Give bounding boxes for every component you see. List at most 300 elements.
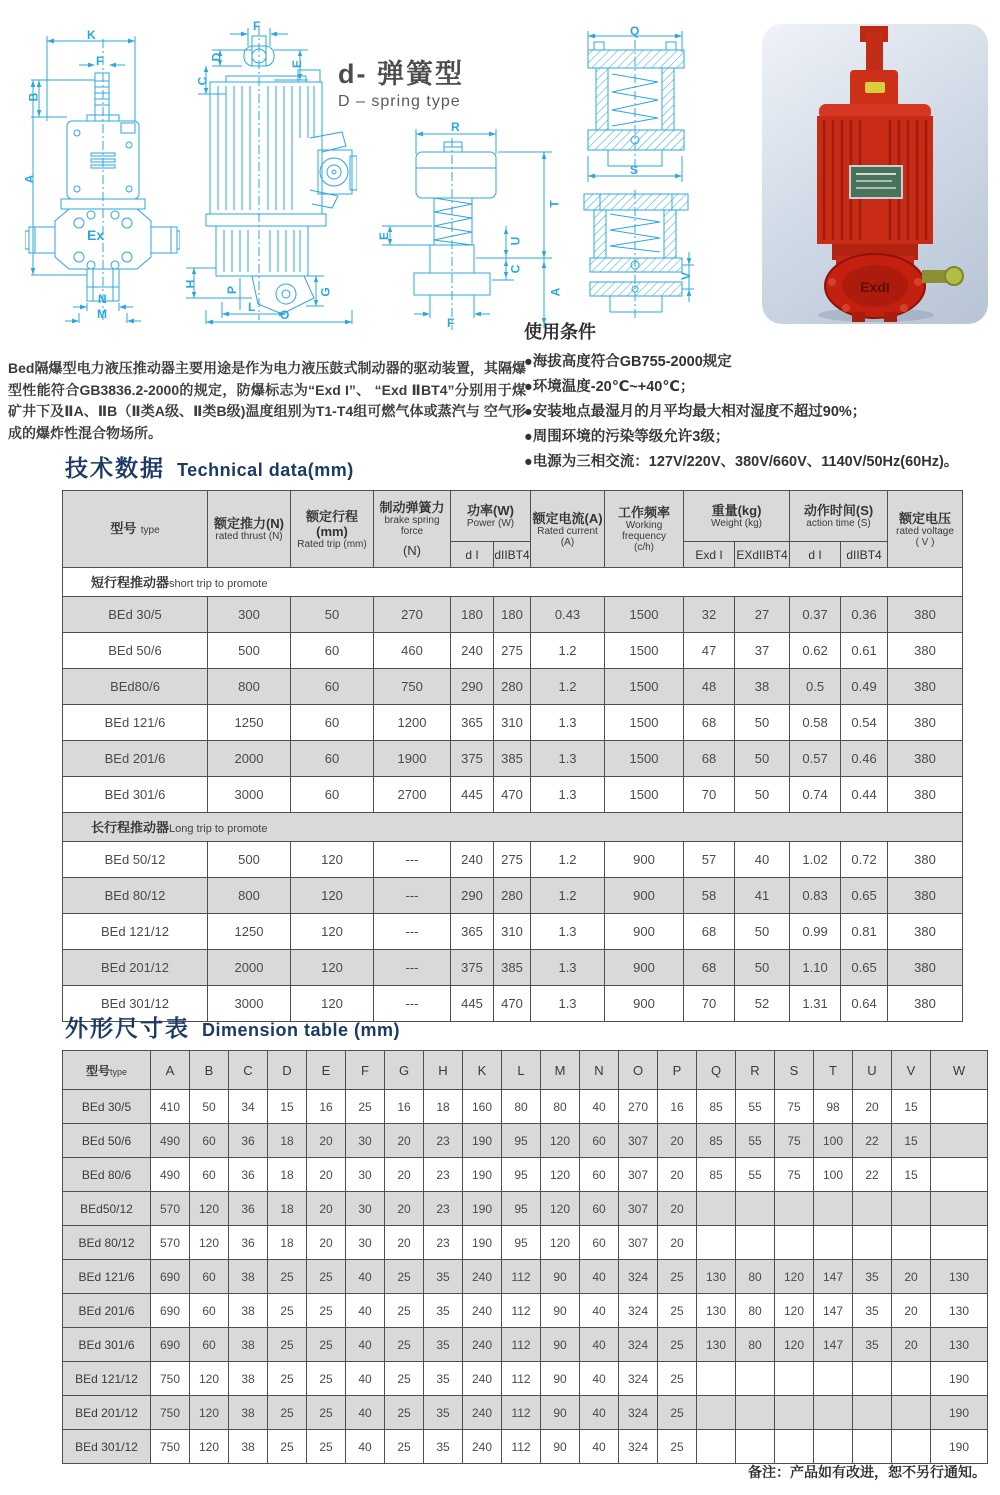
dim-value-cell: 130 [697, 1294, 736, 1328]
tech-value-cell: 37 [735, 633, 790, 669]
tech-model-cell: BEd 50/6 [63, 633, 208, 669]
tech-value-cell: 68 [684, 950, 735, 986]
dim-value-cell: 750 [151, 1430, 190, 1464]
dim-value-cell: 25 [658, 1328, 697, 1362]
dim-col-G: G [385, 1051, 424, 1090]
dim-value-cell [775, 1226, 814, 1260]
dim-value-cell: 30 [346, 1124, 385, 1158]
dim-value-cell [736, 1430, 775, 1464]
dim-value-cell: 35 [853, 1294, 892, 1328]
dim-value-cell [775, 1430, 814, 1464]
dim-value-cell: 570 [151, 1192, 190, 1226]
tech-value-cell: 2000 [208, 741, 291, 777]
dim-table-row [63, 1158, 988, 1192]
dim-value-cell: 112 [502, 1362, 541, 1396]
tech-table-row [63, 777, 963, 813]
dimension-heading [65, 1010, 400, 1043]
tech-section-banner: 短行程推动器short trip to promote [63, 568, 963, 597]
drawing-section [576, 24, 696, 329]
side-view-linework [182, 20, 357, 325]
dim-value-cell: 25 [307, 1362, 346, 1396]
tech-value-cell: 0.62 [790, 633, 841, 669]
dim-table-row [63, 1430, 988, 1464]
tech-value-cell: 365 [451, 914, 494, 950]
dim-value-cell: 190 [931, 1396, 988, 1430]
tech-value-cell: 38 [735, 669, 790, 705]
dim-table-row [63, 1090, 988, 1124]
tech-value-cell: 0.61 [841, 633, 888, 669]
dim-value-cell: 35 [853, 1328, 892, 1362]
dim-value-cell: 40 [346, 1260, 385, 1294]
dim-table-header [63, 1051, 988, 1090]
dim-value-cell: 190 [463, 1158, 502, 1192]
tech-value-cell: 380 [888, 986, 963, 1022]
dim-value-cell: 16 [385, 1090, 424, 1124]
dim-value-cell: 15 [268, 1090, 307, 1124]
tech-value-cell: 270 [374, 597, 451, 633]
tech-value-cell: 0.65 [841, 950, 888, 986]
col-frequency: 工作频率 Working frequency (c/h) [605, 491, 684, 568]
dim-value-cell: 120 [190, 1362, 229, 1396]
dim-model-cell: BEd 201/12 [63, 1396, 151, 1430]
tech-value-cell: 0.99 [790, 914, 841, 950]
dim-label-F: F [253, 19, 261, 33]
dim-value-cell: 75 [775, 1090, 814, 1124]
dim-value-cell: 55 [736, 1124, 775, 1158]
dim-value-cell: 23 [424, 1226, 463, 1260]
tech-model-cell: BEd 121/12 [63, 914, 208, 950]
dim-value-cell [814, 1192, 853, 1226]
tech-table-row [63, 597, 963, 633]
dim-value-cell [853, 1362, 892, 1396]
dim-value-cell: 35 [424, 1430, 463, 1464]
dim-value-cell: 240 [463, 1328, 502, 1362]
dim-table-row [63, 1192, 988, 1226]
dim-value-cell: 120 [190, 1430, 229, 1464]
svg-text:ExdI: ExdI [860, 279, 890, 295]
tech-value-cell: 275 [494, 633, 531, 669]
dim-value-cell: 25 [385, 1362, 424, 1396]
dim-value-cell: 20 [658, 1192, 697, 1226]
dim-value-cell: 25 [268, 1362, 307, 1396]
dim-value-cell: 18 [424, 1090, 463, 1124]
tech-value-cell: 1.10 [790, 950, 841, 986]
dim-value-cell [697, 1192, 736, 1226]
dim-value-cell: 80 [736, 1260, 775, 1294]
dim-model-cell: BEd 121/12 [63, 1362, 151, 1396]
dim-value-cell: 120 [190, 1396, 229, 1430]
tech-value-cell: 0.43 [531, 597, 605, 633]
dim-label-A: A [548, 287, 563, 297]
dim-col-A: A [151, 1051, 190, 1090]
tech-value-cell: 290 [451, 878, 494, 914]
dim-value-cell: 120 [541, 1124, 580, 1158]
dim-value-cell: 95 [502, 1192, 541, 1226]
tech-section-banner: 长行程推动器Long trip to promote [63, 813, 963, 842]
dim-value-cell: 112 [502, 1260, 541, 1294]
col-trip: 额定行程(mm) Rated trip (mm) [291, 491, 374, 568]
dim-model-cell: BEd 121/6 [63, 1260, 151, 1294]
dim-value-cell: 20 [307, 1192, 346, 1226]
tech-heading-cn: 技术数据 [65, 455, 165, 481]
tech-value-cell: 50 [735, 950, 790, 986]
tech-value-cell: 58 [684, 878, 735, 914]
dim-value-cell: 270 [619, 1090, 658, 1124]
tech-value-cell: 900 [605, 914, 684, 950]
tech-value-cell: 365 [451, 705, 494, 741]
dim-value-cell [775, 1192, 814, 1226]
dim-value-cell [892, 1430, 931, 1464]
dim-value-cell: 190 [463, 1124, 502, 1158]
col-weight-group: 重量(kg) Weight (kg) [684, 491, 790, 542]
dim-value-cell: 40 [580, 1260, 619, 1294]
tech-value-cell: 1500 [605, 777, 684, 813]
dim-value-cell [697, 1362, 736, 1396]
dim-label-E: E [377, 231, 392, 241]
dim-value-cell: 90 [541, 1328, 580, 1362]
tech-value-cell: 0.44 [841, 777, 888, 813]
tech-model-cell: BEd 301/6 [63, 777, 208, 813]
page-subtitle: D – spring type [338, 93, 461, 110]
dim-value-cell: 35 [424, 1294, 463, 1328]
tech-value-cell: 385 [494, 741, 531, 777]
dim-value-cell: 18 [268, 1226, 307, 1260]
dim-value-cell: 35 [424, 1260, 463, 1294]
tech-value-cell: 0.74 [790, 777, 841, 813]
dim-value-cell: 20 [892, 1328, 931, 1362]
dim-col-M: M [541, 1051, 580, 1090]
dim-label-O: O [280, 308, 290, 322]
dim-value-cell: 25 [385, 1328, 424, 1362]
dim-value-cell: 25 [385, 1294, 424, 1328]
tech-table-row [63, 842, 963, 878]
dim-value-cell: 18 [268, 1158, 307, 1192]
tech-value-cell: 1.3 [531, 705, 605, 741]
dim-value-cell: 23 [424, 1192, 463, 1226]
dim-value-cell: 20 [385, 1226, 424, 1260]
dim-value-cell: 490 [151, 1158, 190, 1192]
dim-value-cell: 85 [697, 1158, 736, 1192]
subcol-time-dI: d I [790, 542, 841, 568]
dim-value-cell: 120 [541, 1226, 580, 1260]
dim-value-cell: 40 [346, 1430, 385, 1464]
tech-value-cell: 1.3 [531, 950, 605, 986]
dim-value-cell: 240 [463, 1430, 502, 1464]
dim-value-cell: 30 [346, 1226, 385, 1260]
dim-value-cell: 690 [151, 1260, 190, 1294]
tech-value-cell: 380 [888, 597, 963, 633]
dim-value-cell: 20 [658, 1124, 697, 1158]
tech-value-cell: 1.3 [531, 741, 605, 777]
dim-value-cell: 18 [268, 1192, 307, 1226]
dim-value-cell: 190 [463, 1226, 502, 1260]
dim-value-cell [775, 1362, 814, 1396]
tech-value-cell: 1250 [208, 914, 291, 950]
dim-value-cell: 40 [580, 1090, 619, 1124]
dim-value-cell: 40 [346, 1328, 385, 1362]
dim-value-cell: 35 [853, 1260, 892, 1294]
col-power-group: 功率(W) Power (W) [451, 491, 531, 542]
spring-view-linework [372, 118, 572, 333]
tech-value-cell: 50 [735, 914, 790, 950]
tech-value-cell: 2000 [208, 950, 291, 986]
dim-value-cell: 112 [502, 1396, 541, 1430]
dim-value-cell: 85 [697, 1124, 736, 1158]
dim-value-cell: 25 [268, 1328, 307, 1362]
dim-value-cell: 120 [541, 1158, 580, 1192]
tech-table-header [63, 491, 963, 568]
tech-table-row [63, 705, 963, 741]
dim-value-cell: 307 [619, 1226, 658, 1260]
dim-table-row [63, 1226, 988, 1260]
tech-value-cell: 1.02 [790, 842, 841, 878]
product-photo [762, 24, 988, 324]
dim-value-cell: 410 [151, 1090, 190, 1124]
drawing-front [22, 25, 180, 325]
dim-value-cell: 22 [853, 1158, 892, 1192]
dim-value-cell: 307 [619, 1124, 658, 1158]
tech-table-row [63, 914, 963, 950]
dim-label-C: C [508, 264, 523, 274]
dim-label-C: C [195, 76, 210, 86]
dim-value-cell: 38 [229, 1396, 268, 1430]
tech-model-cell: BEd 301/12 [63, 986, 208, 1022]
dim-label-F: F [447, 316, 455, 330]
dim-value-cell: 147 [814, 1294, 853, 1328]
dim-value-cell: 25 [307, 1294, 346, 1328]
dim-value-cell: 25 [658, 1260, 697, 1294]
technical-data-table [62, 490, 963, 1022]
dimension-table [62, 1050, 988, 1464]
dim-value-cell [697, 1396, 736, 1430]
dim-value-cell: 324 [619, 1328, 658, 1362]
tech-value-cell: 900 [605, 950, 684, 986]
tech-value-cell: 60 [291, 777, 374, 813]
dim-label-R: R [451, 120, 460, 134]
tech-value-cell: 70 [684, 986, 735, 1022]
dim-value-cell: 15 [892, 1158, 931, 1192]
tech-value-cell: 500 [208, 842, 291, 878]
dim-table-row [63, 1362, 988, 1396]
dim-value-cell [814, 1396, 853, 1430]
tech-table-row [63, 633, 963, 669]
dim-col-H: H [424, 1051, 463, 1090]
dim-value-cell: 112 [502, 1294, 541, 1328]
dim-value-cell: 95 [502, 1124, 541, 1158]
tech-value-cell: 380 [888, 705, 963, 741]
dim-col-T: T [814, 1051, 853, 1090]
dim-value-cell [697, 1430, 736, 1464]
dim-col-P: P [658, 1051, 697, 1090]
tech-value-cell: 0.54 [841, 705, 888, 741]
dim-value-cell: 18 [268, 1124, 307, 1158]
tech-value-cell: 1.3 [531, 986, 605, 1022]
page-title: d- 弹簧型 [338, 59, 464, 89]
tech-model-cell: BEd80/6 [63, 669, 208, 705]
dim-value-cell: 130 [931, 1328, 988, 1362]
tech-value-cell: 375 [451, 741, 494, 777]
tech-model-cell: BEd 201/12 [63, 950, 208, 986]
tech-value-cell: 380 [888, 878, 963, 914]
dim-value-cell: 20 [385, 1158, 424, 1192]
intro-paragraph: Bed隔爆型电力液压推动器主要用途是作为电力液压鼓式制动器的驱动装置，其隔爆型性能符合GB3836.2-2000的规定，防爆标志为“Exd I”、 “Exd ⅡBT4”分别用于煤矿井下及ⅡA、ⅡB（Ⅱ类A级、Ⅱ类B级)温度组别为T1-T4组可燃气体或蒸汽与 空气形成的爆炸性混合物场所。 [8, 360, 526, 441]
dim-value-cell: 25 [268, 1260, 307, 1294]
tech-value-cell: 240 [451, 842, 494, 878]
tech-value-cell: 280 [494, 669, 531, 705]
col-action-time-group: 动作时间(S) action time (S) [790, 491, 888, 542]
tech-value-cell: 900 [605, 842, 684, 878]
dim-value-cell: 95 [502, 1158, 541, 1192]
tech-value-cell: 40 [735, 842, 790, 878]
dim-value-cell [853, 1226, 892, 1260]
dim-value-cell: 324 [619, 1260, 658, 1294]
dim-value-cell: 20 [658, 1226, 697, 1260]
dim-value-cell: 16 [658, 1090, 697, 1124]
dim-value-cell [892, 1396, 931, 1430]
tech-value-cell: --- [374, 842, 451, 878]
dim-header-row [63, 1051, 988, 1090]
tech-value-cell: 310 [494, 914, 531, 950]
dim-label-N: N [98, 292, 107, 306]
dim-col-D: D [268, 1051, 307, 1090]
tech-value-cell: 60 [291, 633, 374, 669]
dim-model-cell: BEd 50/6 [63, 1124, 151, 1158]
dim-value-cell: 60 [580, 1158, 619, 1192]
dim-value-cell: 40 [580, 1430, 619, 1464]
dim-value-cell: 690 [151, 1294, 190, 1328]
dim-value-cell: 40 [346, 1396, 385, 1430]
dim-value-cell: 80 [541, 1090, 580, 1124]
tech-value-cell: 60 [291, 705, 374, 741]
dim-model-cell: BEd 301/12 [63, 1430, 151, 1464]
dim-label-B: B [26, 92, 41, 102]
drawing-side [182, 20, 357, 325]
subcol-weight-ExdI: Exd I [684, 542, 735, 568]
tech-value-cell: 1.2 [531, 842, 605, 878]
dim-value-cell: 240 [463, 1362, 502, 1396]
dim-value-cell: 60 [580, 1226, 619, 1260]
dim-value-cell [853, 1396, 892, 1430]
dim-value-cell [736, 1362, 775, 1396]
dim-col-E: E [307, 1051, 346, 1090]
dim-value-cell: 36 [229, 1192, 268, 1226]
dim-value-cell: 38 [229, 1430, 268, 1464]
dim-value-cell: 90 [541, 1396, 580, 1430]
dim-model-cell: BEd 80/6 [63, 1158, 151, 1192]
tech-table-row [63, 741, 963, 777]
dim-value-cell: 23 [424, 1158, 463, 1192]
tech-value-cell: 50 [735, 741, 790, 777]
dim-value-cell: 60 [190, 1328, 229, 1362]
dim-label-V: V [679, 271, 694, 281]
tech-value-cell: 0.83 [790, 878, 841, 914]
dim-value-cell: 240 [463, 1396, 502, 1430]
tech-model-cell: BEd 80/12 [63, 878, 208, 914]
tech-data-heading [65, 450, 354, 483]
tech-value-cell: 380 [888, 741, 963, 777]
dim-label-A: A [22, 174, 37, 184]
tech-value-cell: 380 [888, 633, 963, 669]
dim-col-K: K [463, 1051, 502, 1090]
dim-value-cell: 25 [385, 1396, 424, 1430]
dim-value-cell: 25 [268, 1294, 307, 1328]
dim-value-cell: 60 [580, 1192, 619, 1226]
dim-table-row [63, 1396, 988, 1430]
dim-value-cell: 36 [229, 1158, 268, 1192]
dim-label-K: K [87, 28, 96, 42]
dim-label-D: D [209, 52, 224, 62]
dim-value-cell: 25 [307, 1328, 346, 1362]
tech-value-cell: 445 [451, 986, 494, 1022]
dim-value-cell: 190 [931, 1362, 988, 1396]
tech-value-cell: 68 [684, 705, 735, 741]
dim-value-cell [931, 1158, 988, 1192]
tech-value-cell: 0.72 [841, 842, 888, 878]
dim-value-cell [853, 1430, 892, 1464]
tech-model-cell: BEd 50/12 [63, 842, 208, 878]
dim-value-cell: 324 [619, 1294, 658, 1328]
dim-value-cell [814, 1430, 853, 1464]
dim-label-P: P [225, 285, 240, 295]
dim-value-cell: 160 [463, 1090, 502, 1124]
dim-value-cell [892, 1192, 931, 1226]
usage-item: ●周围环境的污染等级允许3级； [524, 429, 730, 445]
dim-value-cell: 25 [658, 1362, 697, 1396]
dim-value-cell: 40 [580, 1294, 619, 1328]
dim-value-cell: 324 [619, 1430, 658, 1464]
dim-model-cell: BEd 80/12 [63, 1226, 151, 1260]
dim-value-cell: 112 [502, 1430, 541, 1464]
dim-value-cell: 20 [385, 1192, 424, 1226]
dim-label-M: M [97, 307, 107, 321]
subcol-power-dIIBT4: dIIBT4 [494, 542, 531, 568]
dim-value-cell: 40 [346, 1362, 385, 1396]
usage-item: ●海拔高度符合GB755-2000规定 [524, 354, 732, 370]
dim-col-L: L [502, 1051, 541, 1090]
tech-value-cell: 180 [494, 597, 531, 633]
dim-model-cell: BEd 201/6 [63, 1294, 151, 1328]
tech-value-cell: 47 [684, 633, 735, 669]
tech-value-cell: 240 [451, 633, 494, 669]
dim-table-row [63, 1124, 988, 1158]
usage-conditions [524, 318, 996, 475]
dim-value-cell [736, 1192, 775, 1226]
tech-value-cell: 50 [735, 777, 790, 813]
dim-label-F: F [96, 54, 104, 68]
tech-value-cell: 120 [291, 878, 374, 914]
tech-value-cell: 120 [291, 914, 374, 950]
dim-value-cell: 130 [697, 1260, 736, 1294]
tech-value-cell: 445 [451, 777, 494, 813]
dim-value-cell: 20 [853, 1090, 892, 1124]
tech-value-cell: 1500 [605, 633, 684, 669]
tech-value-cell: 1.2 [531, 633, 605, 669]
dim-value-cell: 38 [229, 1260, 268, 1294]
dim-value-cell: 60 [190, 1294, 229, 1328]
col-current: 额定电流(A) Rated current (A) [531, 491, 605, 568]
dim-label-G: G [318, 287, 333, 297]
tech-model-cell: BEd 121/6 [63, 705, 208, 741]
dim-value-cell: 307 [619, 1158, 658, 1192]
dim-label-S: S [630, 163, 639, 177]
dim-value-cell: 190 [931, 1430, 988, 1464]
dim-col-W: W [931, 1051, 988, 1090]
tech-value-cell: 470 [494, 986, 531, 1022]
dim-value-cell: 25 [307, 1260, 346, 1294]
tech-value-cell: 60 [291, 669, 374, 705]
tech-value-cell: --- [374, 986, 451, 1022]
dim-col-Q: Q [697, 1051, 736, 1090]
